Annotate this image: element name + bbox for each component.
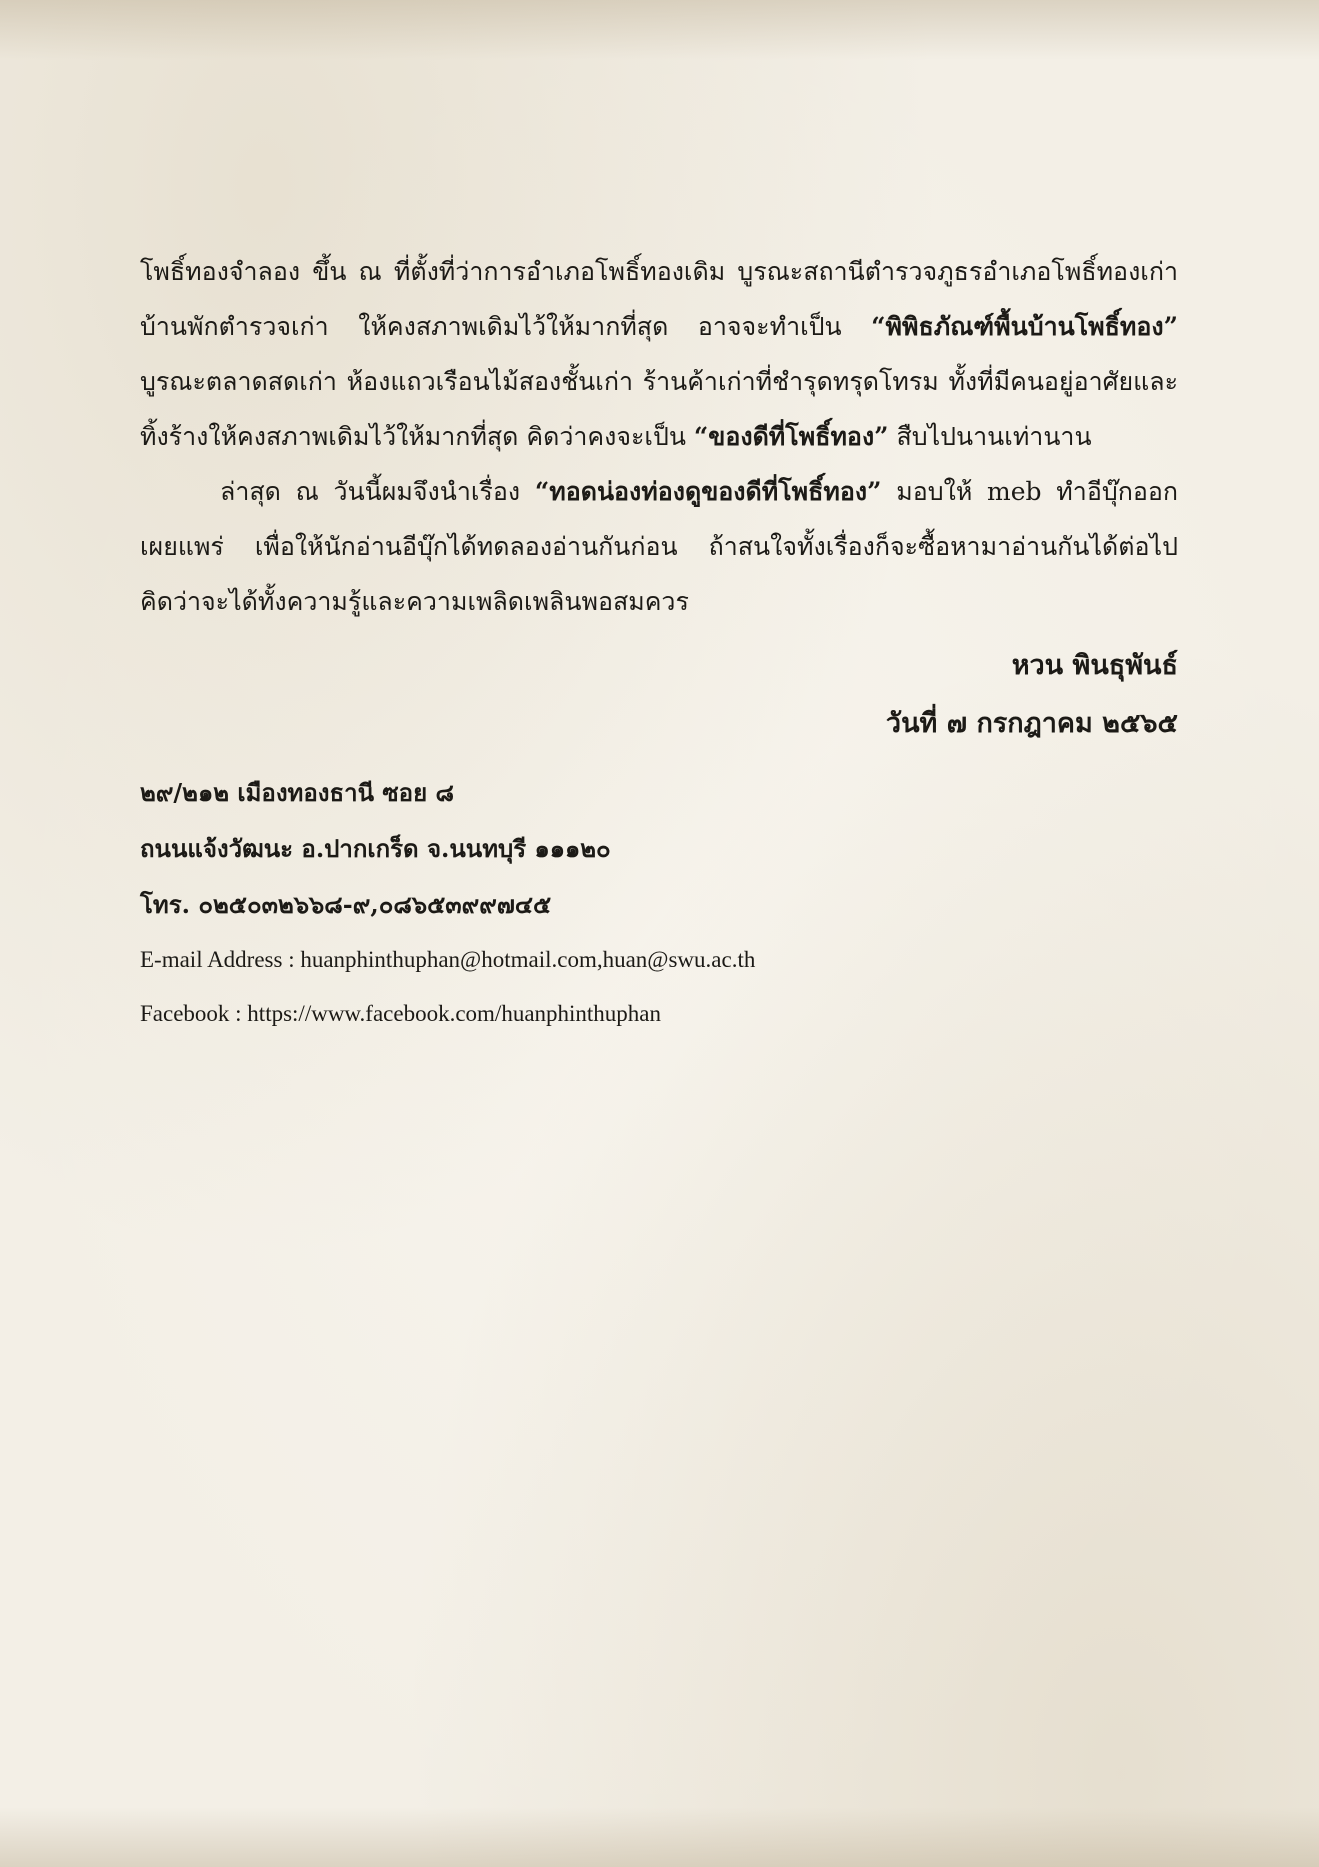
text-run: บ้านพักตำรวจเก่า ให้คงสภาพเดิมไว้ให้มากที่สุด อาจจะทำเป็น [140,312,842,341]
paragraph-2-line-2: เผยแพร่ เพื่อให้นักอ่านอีบุ๊กได้ทดลองอ่านกันก่อน ถ้าสนใจทั้งเรื่องก็จะซื้อหามาอ่านกันได้ต่อไป [140,532,1178,561]
good-things-bold: “ของดีที่โพธิ์ทอง” [693,422,889,451]
paragraph-2 [140,464,1178,629]
address-line-2: ถนนแจ้งวัฒนะ อ.ปากเกร็ด จ.นนทบุรี ๑๑๑๒๐ [140,834,611,863]
paper-edge-top [0,0,1319,60]
paragraph-2-line-3: คิดว่าจะได้ทั้งความรู้และความเพลิดเพลินพอสมควร [140,587,689,616]
phone-line: โทร. ๐๒๕๐๓๒๖๖๘-๙,๐๘๖๕๓๙๙๗๔๕ [140,890,552,919]
museum-title-bold: “พิพิธภัณฑ์พื้นบ้านโพธิ์ทอง” [871,312,1178,341]
text-run: ทิ้งร้างให้คงสภาพเดิมไว้ให้มากที่สุด คิดว่าคงจะเป็น [140,422,686,451]
paragraph-1-line-2 [140,299,1178,354]
text-run: ล่าสุด ณ วันนี้ผมจึงนำเรื่อง [220,477,521,506]
facebook-line: Facebook : https://www.facebook.com/huanphinthuphan [140,1001,662,1026]
address-block [140,765,1178,1041]
email-line: E-mail Address : huanphinthuphan@hotmail.com,huan@swu.ac.th [140,947,756,972]
signature-date: วันที่ ๗ กรกฎาคม ๒๕๖๕ [885,708,1178,739]
paragraph-1-line-1: โพธิ์ทองจำลอง ขึ้น ณ ที่ตั้งที่ว่าการอำเภอโพธิ์ทองเดิม บูรณะสถานีตำรวจภูธรอำเภอโพธิ์ทองเก่า [140,257,1178,286]
author-name: หวน พินธุพันธ์ [1011,650,1178,681]
document-page [140,244,1178,1041]
address-line-1: ๒๙/๒๑๒ เมืองทองธานี ซอย ๘ [140,778,455,807]
book-title-bold: “ทอดน่องท่องดูของดีที่โพธิ์ทอง” [534,477,882,506]
text-run: มอบให้ meb ทำอีบุ๊กออก [896,477,1178,506]
paragraph-1 [140,244,1178,464]
paragraph-1-line-3: บูรณะตลาดสดเก่า ห้องแถวเรือนไม้สองชั้นเก่า ร้านค้าเก่าที่ชำรุดทรุดโทรม ทั้งที่มีคนอยู่อาศัยและ [140,367,1178,396]
paper-edge-bottom [0,1807,1319,1867]
text-run: สืบไปนานเท่านาน [896,422,1092,451]
signature-block [140,637,1178,753]
paragraph-1-line-4 [140,409,1178,464]
paragraph-2-line-1 [140,464,1178,519]
